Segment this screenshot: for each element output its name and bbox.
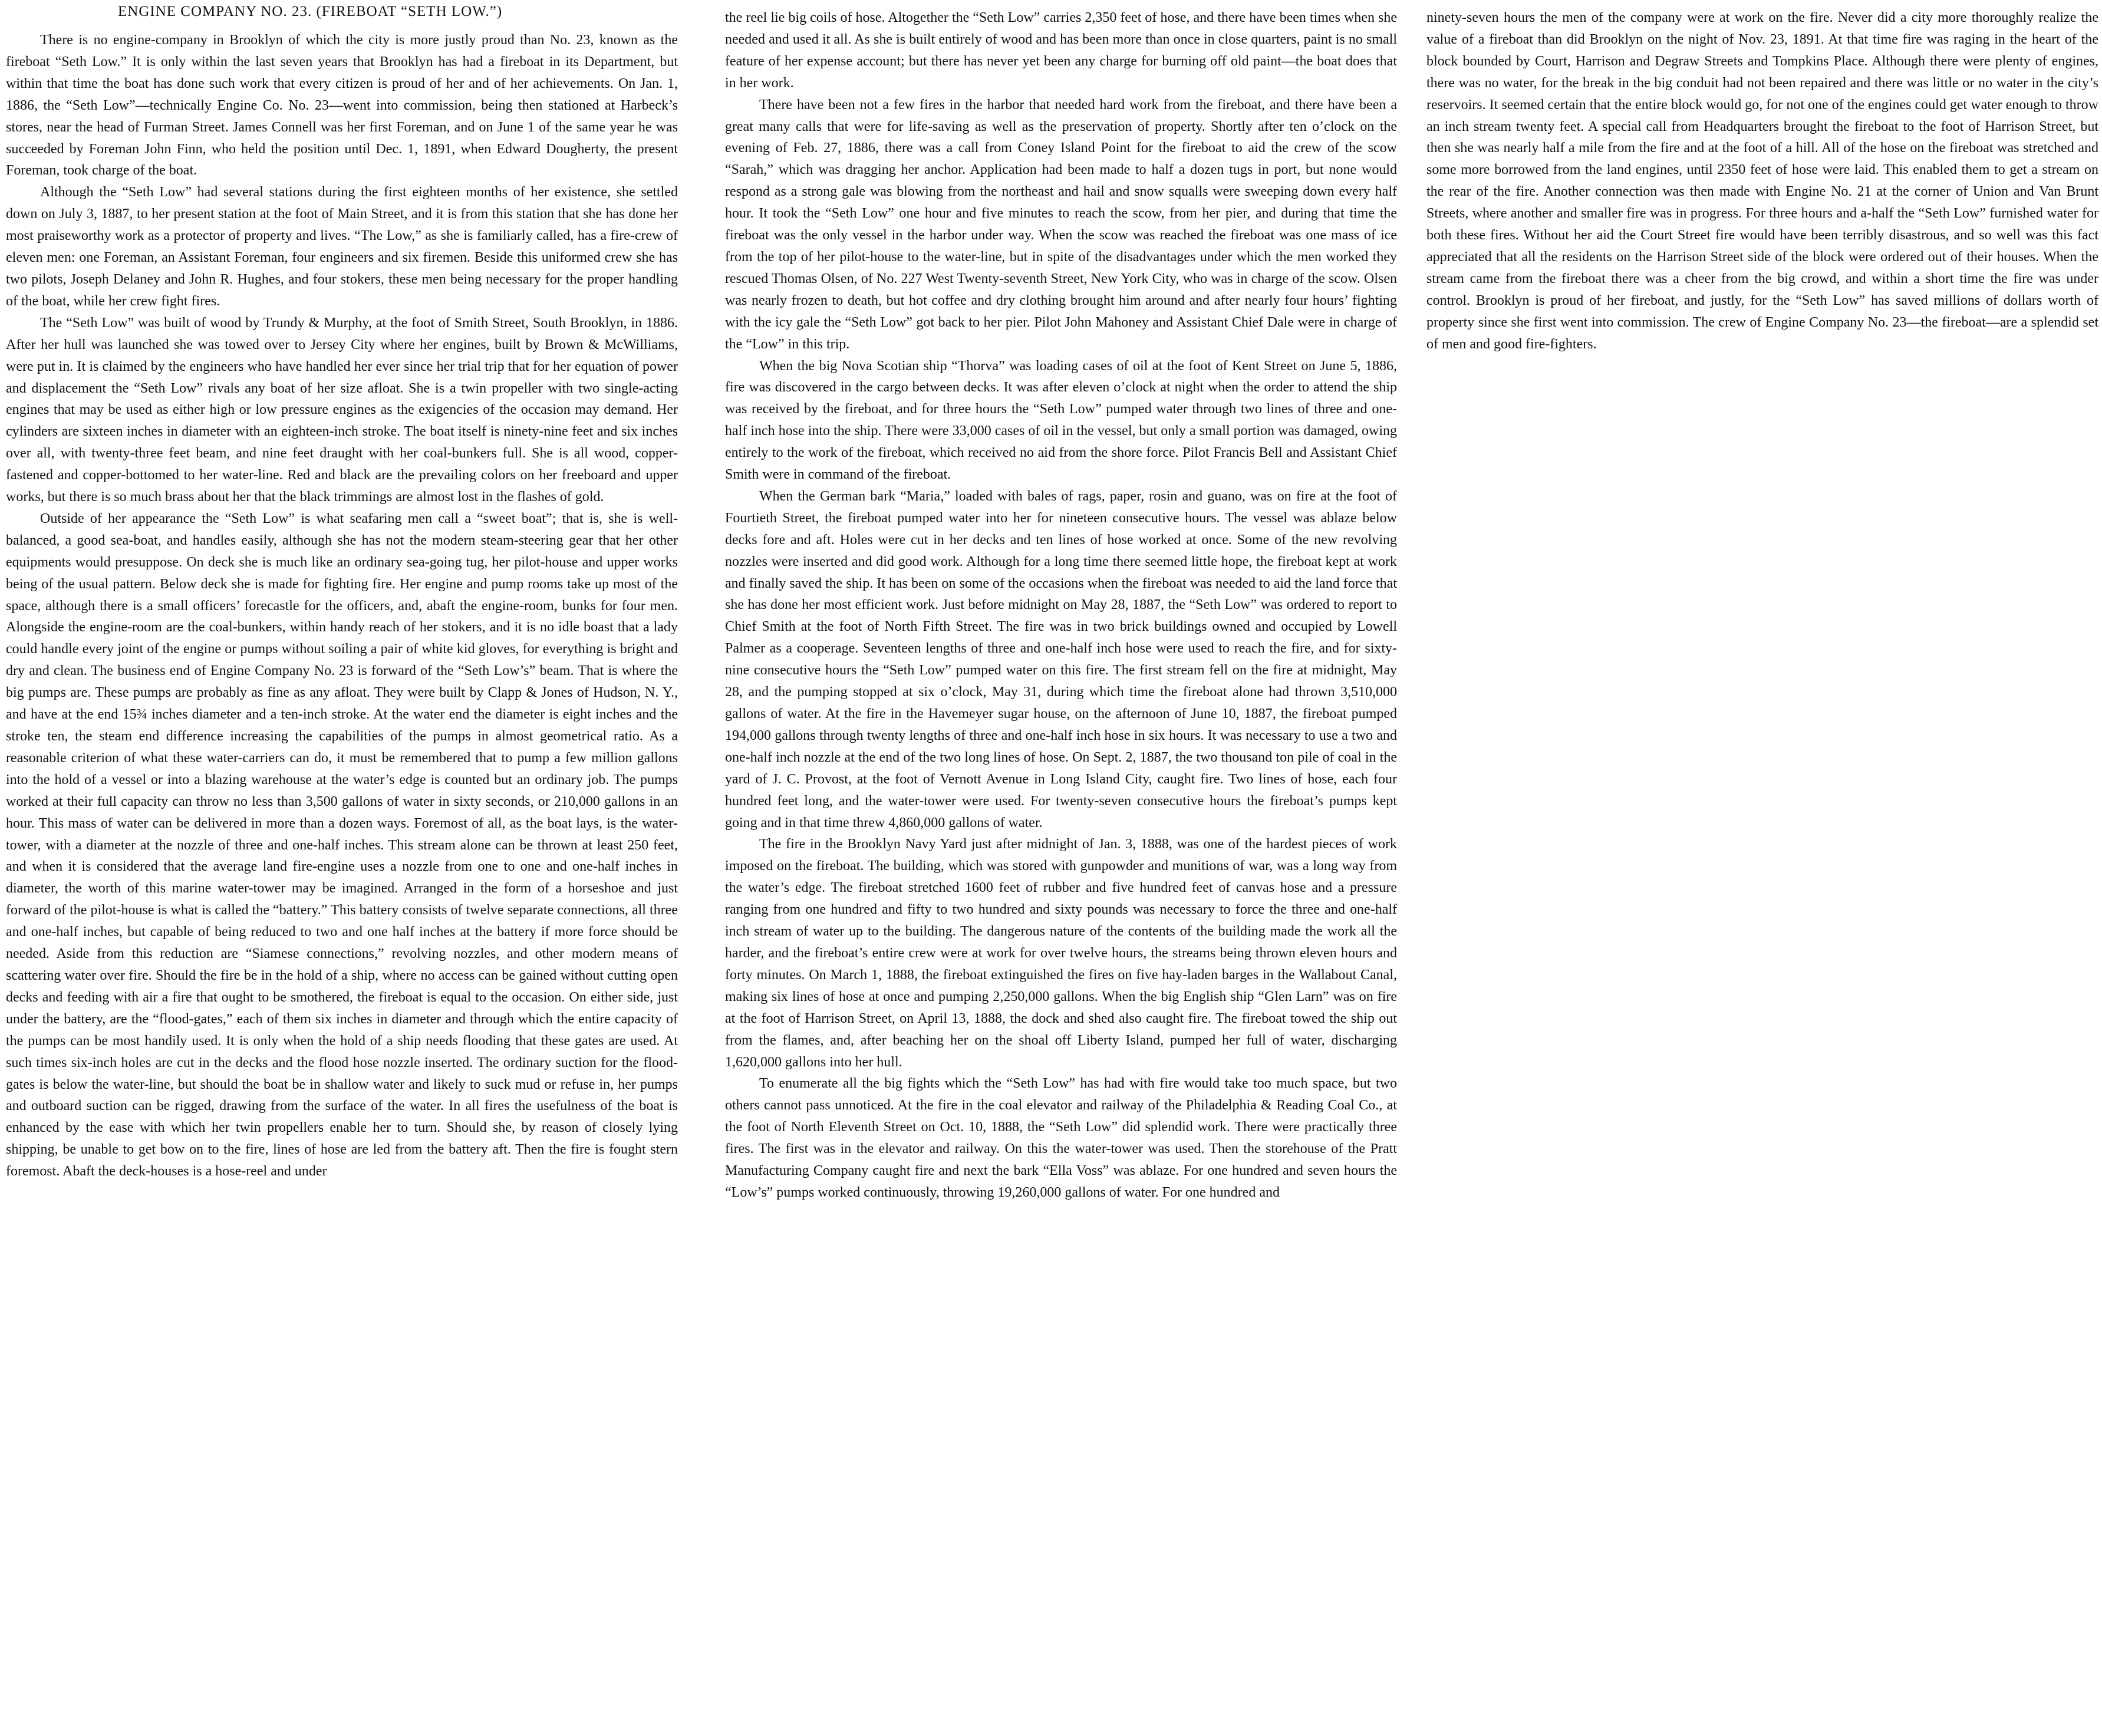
- paragraph: There have been not a few fires in the harbor that needed hard work from the fireboat, and there have been a great many calls that were for life-saving as well as the preservation of property. Shortly after ten o’clock on the evening of Feb. 27, 1886, there was a call from Coney Island Point for the fireboat to aid the crew of the scow “Sarah,” which was dragging her anchor. Application had been made to half a dozen tugs in port, but none would respond as a strong gale was blowing from the northeast and hail and snow squalls were sweeping down every half hour. It took the “Seth Low” one hour and five minutes to reach the scow, from her pier, and during that time the fireboat was the only vessel in the harbor under way. When the scow was reached the fireboat was one mass of ice from the top of her pilot-house to the water-line, but in spite of the disadvantages under which the men worked they rescued Thomas Olsen, of No. 227 West Twenty-seventh Street, New York City, who was in charge of the scow. Olsen was nearly frozen to death, but hot coffee and dry clothing brought him around and after nearly four hours’ fighting with the icy gale the “Seth Low” got back to her pier. Pilot John Mahoney and Assistant Chief Dale were in charge of the “Low” in this trip.: [725, 97, 1397, 352]
- paragraph: The fire in the Brooklyn Navy Yard just after midnight of Jan. 3, 1888, was one of the hardest pieces of work imposed on the fireboat. The building, which was stored with gunpowder and munitions of war, was a long way from the water’s edge. The fireboat stretched 1600 feet of rubber and five hundred feet of canvas hose and a pressure ranging from one hundred and fifty to two hundred and sixty pounds was necessary to force the three and one-half inch stream of water up to the building. The dangerous nature of the contents of the building made the work all the harder, and the fireboat’s entire crew were at work for over twelve hours, the streams being thrown eleven hours and forty minutes. On March 1, 1888, the fireboat extinguished the fires on five hay-laden barges in the Wallabout Canal, making six lines of hose at once and pumping 2,250,000 gallons. When the big English ship “Glen Larn” was on fire at the foot of Harrison Street, on April 13, 1888, the dock and shed also caught fire. The fireboat towed the ship out from the flames, and, after beaching her on the shoal off Liberty Island, pumped her full of water, discharging 1,620,000 gallons into her hull.: [725, 836, 1397, 1070]
- paragraph: the reel lie big coils of hose. Altogether the “Seth Low” carries 2,350 feet of hose, and there have been times when she needed and used it all. As she is built entirely of wood and has been more than once in close quarters, paint is no small feature of her expense account; but there has never yet been any charge for burning off old paint—the boat does that in her work.: [725, 10, 1397, 91]
- paragraph: When the big Nova Scotian ship “Thorva” was loading cases of oil at the foot of Kent Street on June 5, 1886, fire was discovered in the cargo between decks. It was after eleven o’clock at night when the order to attend the ship was received by the fireboat, and for three hours the “Seth Low” pumped water through two lines of three and one-half inch hose into the ship. There were 33,000 cases of oil in the vessel, but only a small portion was damaged, owing entirely to the work of the fireboat, which received no aid from the shore force. Pilot Francis Bell and Assistant Chief Smith were in command of the fireboat.: [725, 358, 1397, 483]
- paragraph: The “Seth Low” was built of wood by Trundy & Murphy, at the foot of Smith Street, South Brooklyn, in 1886. After her hull was launched she was towed over to Jersey City where her engines, built by Brown & McWilliams, were put in. It is claimed by the engineers who have handled her ever since her trial trip that for her equation of power and displacement the “Seth Low” rivals any boat of her size afloat. She is a twin propeller with two single-acting engines that may be used as either high or low pressure engines as the exigencies of the occasion may demand. Her cylinders are sixteen inches in diameter with an eighteen-inch stroke. The boat itself is ninety-nine feet and six inches over all, with twenty-three feet beam, and nine feet draught with her coal-bunkers full. She is all wood, copper-fastened and copper-bottomed to her water-line. Red and black are the prevailing colors on her freeboard and upper works, but there is so much brass about her that the black trimmings are almost lost in the flashes of gold.: [6, 315, 678, 505]
- paragraph: Outside of her appearance the “Seth Low” is what seafaring men call a “sweet boat”; that is, she is well-balanced, a good sea-boat, and handles easily, although she has not the modern steam-steering gear that her other equipments would presuppose. On deck she is much like an ordinary sea-going tug, her pilot-house and upper works being of the usual pattern. Below deck she is made for fighting fire. Her engine and pump rooms take up most of the space, although there is a small officers’ forecastle for the officers, and, abaft the engine-room, bunks for four men. Alongside the engine-room are the coal-bunkers, within handy reach of her stokers, and it is no idle boast that a lady could handle every joint of the engine or pumps without soiling a pair of white kid gloves, for everything is bright and dry and clean. The business end of Engine Company No. 23 is forward of the “Seth Low’s” beam. That is where the big pumps are. These pumps are probably as fine as any afloat. They were built by Clapp & Jones of Hudson, N. Y., and have at the end 15¾ inches diameter and a ten-inch stroke. At the water end the diameter is eight inches and the stroke ten, the steam end difference increasing the capabilities of the pumps in almost geometrical ratio. As a reasonable criterion of what these water-carriers can do, it must be remembered that to pump a few million gallons into the hold of a vessel or into a blazing warehouse at the water’s edge is counted but an ordinary job. The pumps worked at their full capacity can throw no less than 3,500 gallons of water in sixty seconds, or 210,000 gallons in an hour. This mass of water can be delivered in more than a dozen ways. Foremost of all, as the boat lays, is the water-tower, with a diameter at the nozzle of three and one-half inches. This stream alone can be thrown at least 250 feet, and when it is considered that the average land fire-engine uses a nozzle from one to one and one-half inches in diameter, the worth of this marine water-tower may be imagined. Arranged in the form of a horseshoe and just forward of the pilot-house is what is called the “battery.” This battery consists of twelve separate connections, all three and one-half inches, but capable of being reduced to two and one half inches at the battery if more force should be needed. Aside from this reduction are “Siamese connections,” revolving nozzles, and other modern means of scattering water over fire. Should the fire be in the hold of a ship, where no access can be gained without cutting open decks and feeding with air a fire that ought to be smothered, the fireboat is equal to the occasion. On either side, just under the battery, are the “flood-gates,” each of them six inches in diameter and through which the entire capacity of the pumps can be most handily used. It is only when the hold of a ship needs flooding that these gates are used. At such times six-inch holes are cut in the decks and the flood hose nozzle inserted. The ordinary suction for the flood-gates is below the water-line, but should the boat be in shallow water and likely to suck mud or refuse in, her pumps and outboard suction can be rigged, drawing from the surface of the water. In all fires the usefulness of the boat is enhanced by the ease with which her twin propellers enable her to turn. Should she, by reason of closely lying shipping, be unable to get bow on to the fire, lines of hose are led from the battery aft. Then the fire is fought stern foremost. Abaft the deck-houses is a hose-reel and under: [6, 510, 678, 1180]
- paragraph: There is no engine-company in Brooklyn of which the city is more justly proud than No. 23, known as the fireboat “Seth Low.” It is only within the last seven years that Brooklyn has had a fireboat in its Department, but within that time the boat has done such work that every citizen is proud of her and of her achievements. On Jan. 1, 1886, the “Seth Low”—technically Engine Co. No. 23—went into commission, being then stationed at Harbeck’s stores, near the head of Furman Street. James Connell was her first Foreman, and on June 1 of the same year he was succeeded by Foreman John Finn, who held the position until Dec. 1, 1891, when Edward Dougherty, the present Foreman, took charge of the boat.: [6, 32, 678, 179]
- paragraph: Although the “Seth Low” had several stations during the first eighteen months of her existence, she settled down on July 3, 1887, to her present station at the foot of Main Street, and it is from this station that she has done her most praiseworthy work as a protector of property and lives. “The Low,” as she is familiarly called, has a fire-crew of eleven men: one Foreman, an Assistant Foreman, four engineers and six firemen. Beside this uniformed crew she has two pilots, Joseph Delaney and John R. Hughes, and four stokers, these men being necessary for the proper handling of the boat, while her crew fight fires.: [6, 185, 678, 309]
- text-column-3: [1426, 7, 2098, 355]
- paragraph: ninety-seven hours the men of the company were at work on the fire. Never did a city more thoroughly realize the value of a fireboat than did Brooklyn on the night of Nov. 23, 1891. At that time fire was raging in the heart of the block bounded by Court, Harrison and Degraw Streets and Tompkins Place. Although there were plenty of engines, there was no water, for the break in the big conduit had not been repaired and there was little or no water in the city’s reservoirs. It seemed certain that the entire block would go, for not one of the engines could get water enough to throw an inch stream twenty feet. A special call from Headquarters brought the fireboat to the foot of Harrison Street, but then she was nearly half a mile from the fire and at the foot of a hill. All of the hose on the fireboat was stretched and some more borrowed from the land engines, until 2350 feet of hose were laid. This enabled them to get a stream on the rear of the fire. Another connection was then made with Engine No. 21 at the corner of Union and Van Brunt Streets, where another and smaller fire was in progress. For three hours and a-half the “Seth Low” furnished water for both these fires. Without her aid the Court Street fire would have been terribly disastrous, and so well was this fact appreciated that all the residents on the Harrison Street side of the block were ordered out of their houses. When the stream came from the fireboat there was a cheer from the big crowd, and within a short time the fire was under control. Brooklyn is proud of her fireboat, and justly, for the “Seth Low” has saved millions of dollars worth of property since she first went into commission. The crew of Engine Company No. 23—the fireboat—are a splendid set of men and good fire-fighters.: [1426, 10, 2098, 352]
- paragraph: When the German bark “Maria,” loaded with bales of rags, paper, rosin and guano, was on fire at the foot of Fourtieth Street, the fireboat pumped water into her for nineteen consecutive hours. The vessel was ablaze below decks fore and aft. Holes were cut in her decks and ten lines of hose worked at once. Some of the new revolving nozzles were inserted and did good work. Although for a long time there seemed little hope, the fireboat kept at work and finally saved the ship. It has been on some of the occasions when the fireboat was needed to aid the land force that she has done her most efficient work. Just before midnight on May 28, 1887, the “Seth Low” was ordered to report to Chief Smith at the foot of North Fifth Street. The fire was in two brick buildings owned and occupied by Lowell Palmer as a cooperage. Seventeen lengths of three and one-half inch hose were used to reach the fire, and for sixty-nine consecutive hours the “Seth Low” pumped water on this fire. The first stream fell on the fire at midnight, May 28, and the pumping stopped at six o’clock, May 31, during which time the fireboat alone had thrown 3,510,000 gallons of water. At the fire in the Havemeyer sugar house, on the afternoon of June 10, 1887, the fireboat pumped 194,000 gallons through twenty lengths of three and one-half inch hose in six hours. It was necessary to use a two and one-half inch nozzle at the end of the two long lines of hose. On Sept. 2, 1887, the two thousand ton pile of coal in the yard of J. C. Provost, at the foot of Vernott Avenue in Long Island City, caught fire. Two lines of hose, each four hundred feet long, and the water-tower were used. For twenty-seven consecutive hours the fireboat’s pumps kept going and in that time threw 4,860,000 gallons of water.: [725, 488, 1397, 831]
- paragraph: To enumerate all the big fights which the “Seth Low” has had with fire would take too much space, but two others cannot pass unnoticed. At the fire in the coal elevator and railway of the Philadelphia & Reading Coal Co., at the foot of North Eleventh Street on Oct. 10, 1888, the “Seth Low” did splendid work. There were practically three fires. The first was in the elevator and railway. On this the water-tower was used. Then the storehouse of the Pratt Manufacturing Company caught fire and next the bark “Ella Voss” was ablaze. For one hundred and seven hours the “Low’s” pumps worked continuously, throwing 19,260,000 gallons of water. For one hundred and: [725, 1076, 1397, 1200]
- text-column-1: [6, 29, 678, 1182]
- page-title: ENGINE COMPANY NO. 23. (FIREBOAT “SETH LOW.”): [118, 4, 503, 19]
- text-column-2: [725, 7, 1397, 1204]
